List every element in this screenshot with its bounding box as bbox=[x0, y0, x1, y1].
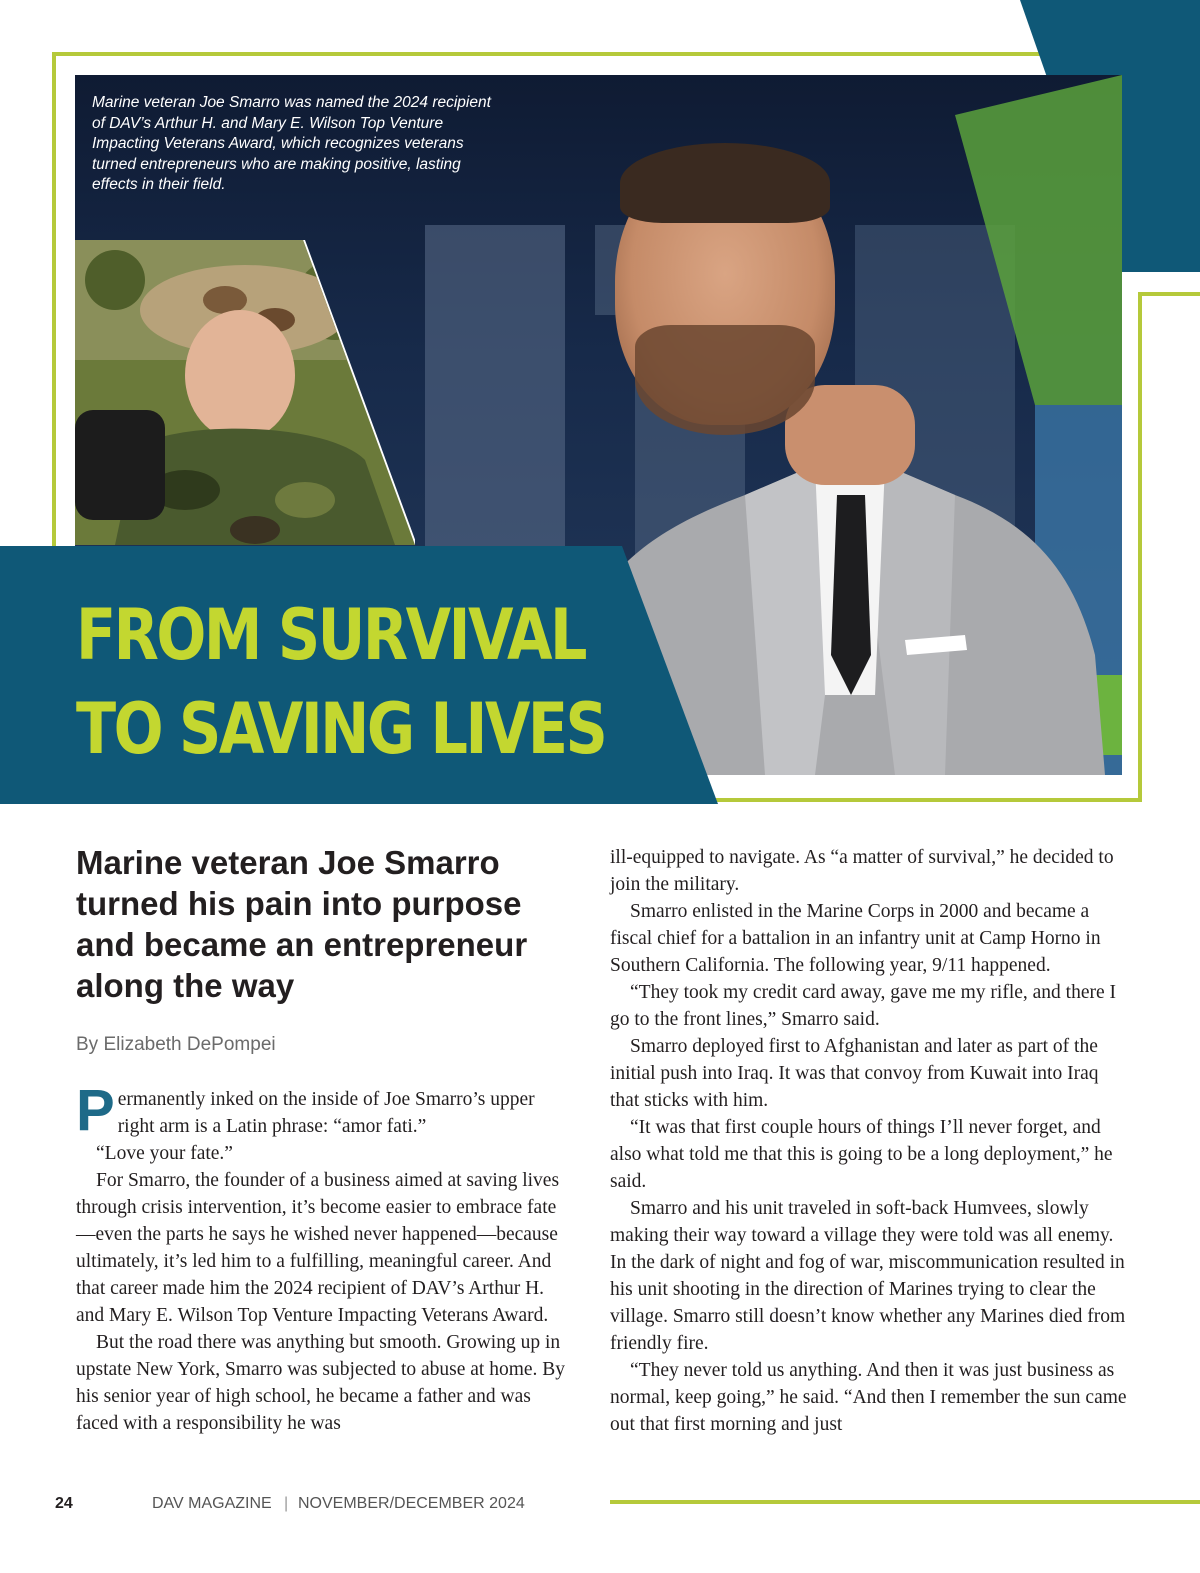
article-subhead: Marine veteran Joe Smarro turned his pain into purpose and became an entrepreneur along the way bbox=[76, 844, 528, 1004]
frame-top-line bbox=[52, 52, 1042, 56]
body-paragraph: Smarro deployed first to Afghanistan and later as part of the initial push into Iraq. It was that convoy from Kuwait into Iraq that sticks with him. bbox=[610, 1036, 1099, 1111]
body-paragraph: “They took my credit card away, gave me my rifle, and there I go to the front lines,” Smarro said. bbox=[610, 982, 1117, 1030]
headline-line-2: TO SAVING LIVES bbox=[76, 688, 606, 770]
article-byline: By Elizabeth DePompei bbox=[76, 1034, 276, 1055]
publication-name: DAV MAGAZINE bbox=[152, 1495, 272, 1512]
drop-cap: P bbox=[76, 1078, 115, 1143]
issue-date: NOVEMBER/DECEMBER 2024 bbox=[298, 1495, 525, 1512]
body-paragraph: Smarro and his unit traveled in soft-back Humvees, slowly making their way toward a village they were told was all enemy. In the dark of night and fog of war, miscommunication resulted in his unit shooting in the direction of Marines trying to clear the village. Smarro still doesn’t know whether any Marines died from friendly fire. bbox=[610, 1198, 1126, 1354]
speaker-beard bbox=[635, 325, 815, 435]
headline-line-1: FROM SURVIVAL bbox=[76, 594, 585, 676]
body-paragraph: “It was that first couple hours of things I’ll never forget, and also what told me that this is going to be a long deployment,” he said. bbox=[610, 1117, 1113, 1192]
footer-separator: | bbox=[284, 1495, 289, 1512]
body-paragraph: For Smarro, the founder of a business aimed at saving lives through crisis intervention, it’s become easier to embrace fate—even the parts he says he wished never happened—because ultimately, it’s led him to a fulfilling, meaningful career. And that career made him the 2024 recipient of DAV’s Arthur H. and Mary E. Wilson Top Venture Impacting Veterans Award. bbox=[76, 1170, 560, 1326]
frame-left-line bbox=[52, 52, 56, 546]
photo-caption: Marine veteran Joe Smarro was named the 2024 recipient of DAV’s Arthur H. and Mary E. Wilson Top Venture Impacting Veterans Award, which recognizes veterans turned entrepreneurs who are making positive, lasting effects in their field. bbox=[92, 94, 491, 193]
frame-right-line bbox=[1138, 292, 1142, 802]
body-paragraph: ill-equipped to navigate. As “a matter of survival,” he decided to join the military. bbox=[610, 847, 1114, 895]
body-paragraph: Smarro enlisted in the Marine Corps in 2000 and became a fiscal chief for a battalion in an infantry unit at Camp Horno in Southern California. The following year, 9/11 happened. bbox=[610, 901, 1101, 976]
body-paragraph: But the road there was anything but smooth. Growing up in upstate New York, Smarro was subjected to abuse at home. By his senior year of high school, he became a father and was faced with a responsibility he was bbox=[76, 1332, 566, 1434]
speaker-hair bbox=[620, 143, 830, 223]
body-column-right bbox=[610, 844, 1128, 1438]
body-paragraph: “Love your fate.” bbox=[96, 1143, 233, 1164]
page-number: 24 bbox=[55, 1495, 73, 1512]
frame-right-top-line bbox=[1138, 292, 1200, 296]
body-column-left bbox=[76, 1078, 568, 1437]
inset-photo-young-marine bbox=[75, 240, 415, 545]
frame-bottom-line bbox=[715, 798, 1142, 802]
body-paragraph: Permanently inked on the inside of Joe Smarro’s upper right arm is a Latin phrase: “amor fati.” bbox=[76, 1078, 535, 1143]
article-headline bbox=[76, 588, 605, 776]
body-paragraph: “They never told us anything. And then it was just business as normal, keep going,” he said. “And then I remember the sun came out that first morning and just bbox=[610, 1360, 1127, 1435]
footer-rule bbox=[610, 1500, 1200, 1504]
